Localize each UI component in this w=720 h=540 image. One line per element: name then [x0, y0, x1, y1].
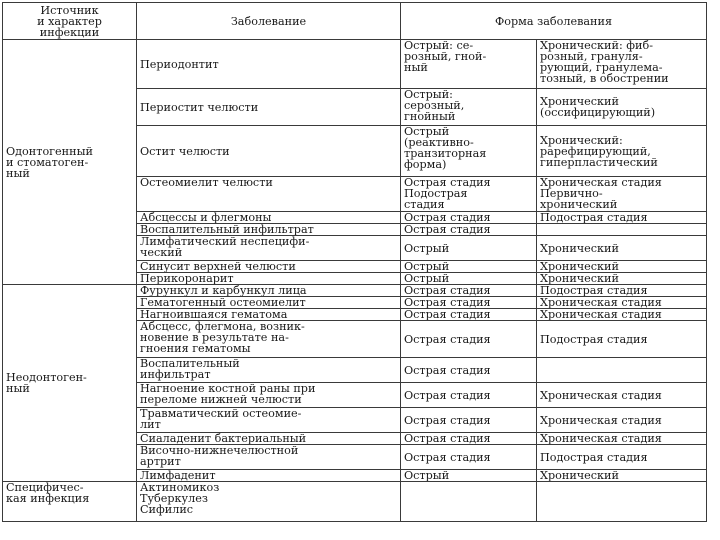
header-source: Источник и характер инфекции — [3, 3, 137, 40]
header-row — [3, 3, 707, 40]
acute-form-cell: Острый (реактивно- транзиторная форма) — [401, 126, 537, 177]
disease-cell: Лимфатический неспецифи- ческий — [137, 236, 401, 261]
chronic-form-cell: Хроническая стадия — [537, 297, 707, 309]
chronic-form-cell: Хронический: фиб- розный, грануля- рующий, гранулема- тозный, в обострении — [537, 40, 707, 89]
disease-cell: Нагноившаяся гематома — [137, 309, 401, 321]
acute-form-cell: Острая стадия — [401, 445, 537, 470]
chronic-form-cell: Подострая стадия — [537, 321, 707, 358]
source-specific: Специфичес- кая инфекция — [3, 482, 137, 522]
disease-cell: Перикоронарит — [137, 273, 401, 285]
acute-form-cell: Острый — [401, 273, 537, 285]
disease-cell: Остеомиелит челюсти — [137, 177, 401, 212]
chronic-form-cell: Хронический — [537, 470, 707, 482]
disease-cell: Абсцессы и флегмоны — [137, 212, 401, 224]
chronic-form-cell: Хроническая стадия — [537, 309, 707, 321]
acute-form-cell: Острая стадия — [401, 309, 537, 321]
chronic-form-cell: Хроническая стадия — [537, 433, 707, 445]
acute-form-cell: Острая стадия — [401, 383, 537, 408]
table-row — [3, 482, 707, 522]
acute-form-cell — [401, 482, 537, 522]
table-row — [3, 40, 707, 89]
header-disease: Заболевание — [137, 3, 401, 40]
acute-form-cell: Острая стадия — [401, 321, 537, 358]
disease-cell: Воспалительный инфильтрат — [137, 224, 401, 236]
chronic-form-cell: Хронический (оссифицирующий) — [537, 89, 707, 126]
source-odontogenic: Одонтогенный и стоматоген- ный — [3, 40, 137, 285]
disease-cell: Височно-нижнечелюстной артрит — [137, 445, 401, 470]
acute-form-cell: Острая стадия — [401, 224, 537, 236]
disease-cell: Фурункул и карбункул лица — [137, 285, 401, 297]
acute-form-cell: Острый — [401, 261, 537, 273]
disease-cell: Сиаладенит бактериальный — [137, 433, 401, 445]
chronic-form-cell — [537, 482, 707, 522]
disease-cell: Периодонтит — [137, 40, 401, 89]
chronic-form-cell: Хронический — [537, 236, 707, 261]
chronic-form-cell: Хроническая стадия — [537, 408, 707, 433]
chronic-form-cell — [537, 358, 707, 383]
acute-form-cell: Острая стадия — [401, 408, 537, 433]
disease-cell: Воспалительный инфильтрат — [137, 358, 401, 383]
source-non-odontogenic: Неодонтоген- ный — [3, 285, 137, 482]
disease-cell: Нагноение костной раны при переломе нижней челюсти — [137, 383, 401, 408]
disease-cell: Синусит верхней челюсти — [137, 261, 401, 273]
disease-cell: Лимфаденит — [137, 470, 401, 482]
disease-cell: Гематогенный остеомиелит — [137, 297, 401, 309]
chronic-form-cell — [537, 224, 707, 236]
acute-form-cell: Острая стадия — [401, 285, 537, 297]
chronic-form-cell: Подострая стадия — [537, 285, 707, 297]
acute-form-cell: Острая стадия Подострая стадия — [401, 177, 537, 212]
acute-form-cell: Острый — [401, 470, 537, 482]
chronic-form-cell: Хронический — [537, 261, 707, 273]
acute-form-cell: Острый: се- розный, гной- ный — [401, 40, 537, 89]
chronic-form-cell: Подострая стадия — [537, 445, 707, 470]
acute-form-cell: Острый — [401, 236, 537, 261]
acute-form-cell: Острая стадия — [401, 212, 537, 224]
infection-classification-table — [2, 2, 707, 522]
acute-form-cell: Острая стадия — [401, 433, 537, 445]
disease-cell: Абсцесс, флегмона, возник- новение в результате на- гноения гематомы — [137, 321, 401, 358]
acute-form-cell: Острый: серозный, гнойный — [401, 89, 537, 126]
acute-form-cell: Острая стадия — [401, 358, 537, 383]
disease-cell: Травматический остеомие- лит — [137, 408, 401, 433]
disease-cell: Актиномикоз Туберкулез Сифилис — [137, 482, 401, 522]
chronic-form-cell: Хроническая стадия Первично- хронический — [537, 177, 707, 212]
chronic-form-cell: Хронический: рарефицирующий, гиперпластический — [537, 126, 707, 177]
acute-form-cell: Острая стадия — [401, 297, 537, 309]
chronic-form-cell: Хроническая стадия — [537, 383, 707, 408]
disease-cell: Периостит челюсти — [137, 89, 401, 126]
header-form: Форма заболевания — [401, 3, 707, 40]
table-row — [3, 285, 707, 297]
chronic-form-cell: Хронический — [537, 273, 707, 285]
disease-cell: Остит челюсти — [137, 126, 401, 177]
chronic-form-cell: Подострая стадия — [537, 212, 707, 224]
